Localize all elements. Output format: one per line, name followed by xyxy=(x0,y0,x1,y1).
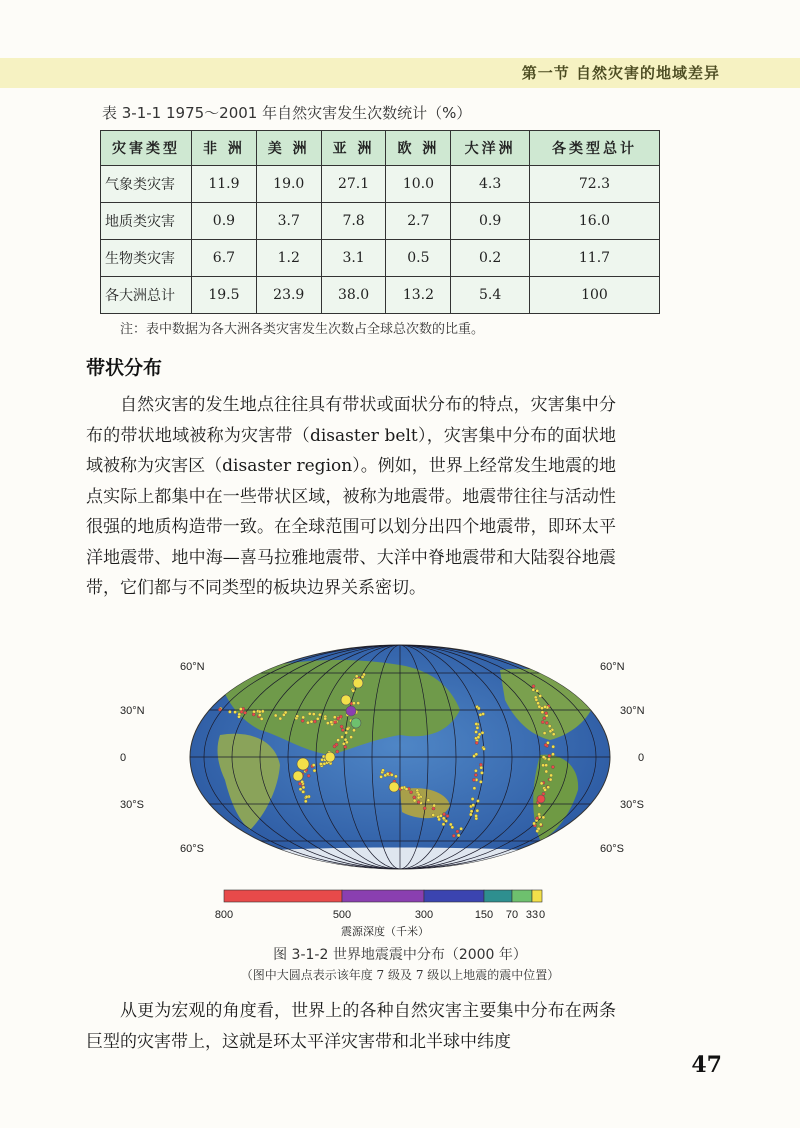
epicenter-dot xyxy=(469,813,472,816)
epicenter-dot xyxy=(542,764,545,767)
section-title: 带状分布 xyxy=(86,357,163,379)
lat-label-equator-right: 0 xyxy=(638,752,645,764)
major-quake-marker xyxy=(325,752,335,762)
epicenter-dot xyxy=(316,717,319,720)
world-earthquake-map xyxy=(100,640,700,880)
column-header: 大洋洲 xyxy=(451,131,530,166)
table-cell: 0.5 xyxy=(386,240,451,277)
epicenter-dot xyxy=(477,736,480,739)
epicenter-dot xyxy=(306,721,309,724)
epicenter-dot xyxy=(337,717,340,720)
lat-label-30s-right: 30°S xyxy=(620,799,644,811)
depth-legend-tick: 0 xyxy=(538,909,546,921)
epicenter-dot xyxy=(532,688,535,691)
row-label: 生物类灾害 xyxy=(101,240,192,277)
epicenter-dot xyxy=(543,732,546,735)
epicenter-dot xyxy=(394,775,397,778)
epicenter-dot xyxy=(312,713,315,716)
epicenter-dot xyxy=(401,786,404,789)
epicenter-dot xyxy=(301,719,304,722)
epicenter-dot xyxy=(386,772,389,775)
major-quake-marker xyxy=(341,695,351,705)
epicenter-dot xyxy=(452,834,455,837)
epicenter-dot xyxy=(542,756,545,759)
depth-legend-ticks xyxy=(215,909,545,921)
depth-legend-swatch xyxy=(532,890,542,902)
epicenter-dot xyxy=(410,791,413,794)
epicenter-dot xyxy=(442,823,445,826)
body-paragraph-continued: 从更为宏观的角度看，世界上的各种自然灾害主要集中分布在两条巨型的灾害带上，这就是环太平洋灾害带和北半球中纬度 xyxy=(86,1001,616,1052)
major-quake-marker xyxy=(353,678,363,688)
depth-legend-tick: 800 xyxy=(214,909,234,921)
epicenter-dot xyxy=(474,773,477,776)
epicenter-dot xyxy=(344,738,347,741)
epicenter-dot xyxy=(345,731,348,734)
figure-caption: 图 3-1-2 世界地震震中分布（2000 年） xyxy=(273,947,527,963)
epicenter-dot xyxy=(361,675,364,678)
epicenter-dot xyxy=(417,801,420,804)
epicenter-dot xyxy=(551,753,554,756)
table-cell: 7.8 xyxy=(321,203,386,240)
table-row xyxy=(101,240,660,277)
epicenter-dot xyxy=(319,762,322,765)
epicenter-dot xyxy=(244,711,247,714)
epicenter-dot xyxy=(228,710,231,713)
epicenter-dot xyxy=(302,790,305,793)
epicenter-dot xyxy=(279,717,282,720)
epicenter-dot xyxy=(355,675,358,678)
epicenter-dot xyxy=(545,712,548,715)
row-label: 气象类灾害 xyxy=(101,166,192,203)
depth-legend xyxy=(210,886,570,942)
epicenter-dot xyxy=(302,716,305,719)
epicenter-dot xyxy=(333,716,336,719)
epicenter-dot xyxy=(252,713,255,716)
disaster-statistics-table xyxy=(100,130,660,314)
epicenter-dot xyxy=(334,721,337,724)
epicenter-dot xyxy=(545,764,548,767)
depth-legend-tick: 300 xyxy=(414,909,434,921)
table-cell: 72.3 xyxy=(529,166,659,203)
depth-legend-swatch xyxy=(342,890,424,902)
epicenter-dot xyxy=(296,715,299,718)
epicenter-dot xyxy=(543,717,546,720)
table-cell: 5.4 xyxy=(451,277,530,314)
table-cell: 23.9 xyxy=(256,277,321,314)
table-cell: 19.5 xyxy=(192,277,257,314)
epicenter-dot xyxy=(545,770,548,773)
table-cell: 16.0 xyxy=(529,203,659,240)
epicenter-dot xyxy=(336,750,339,753)
epicenter-dot xyxy=(475,814,478,817)
table-row xyxy=(101,203,660,240)
epicenter-dot xyxy=(326,722,329,725)
epicenter-dot xyxy=(307,774,310,777)
epicenter-dot xyxy=(449,823,452,826)
table-cell: 0.9 xyxy=(451,203,530,240)
epicenter-dot xyxy=(536,689,539,692)
table-cell: 11.7 xyxy=(529,240,659,277)
epicenter-dot xyxy=(443,813,446,816)
epicenter-dot xyxy=(479,763,482,766)
epicenter-dot xyxy=(476,809,479,812)
epicenter-dot xyxy=(261,710,264,713)
depth-legend-swatch xyxy=(512,890,532,902)
epicenter-dot xyxy=(547,758,550,761)
epicenter-dot xyxy=(218,708,221,711)
column-header: 美 洲 xyxy=(256,131,321,166)
epicenter-dot xyxy=(549,778,552,781)
epicenter-dot xyxy=(548,754,551,757)
epicenter-dot xyxy=(313,720,316,723)
epicenter-dot xyxy=(544,743,547,746)
table-row xyxy=(101,166,660,203)
table-row xyxy=(101,277,660,314)
epicenter-dot xyxy=(438,818,441,821)
epicenter-dot xyxy=(545,721,548,724)
table-cell: 100 xyxy=(529,277,659,314)
epicenter-dot xyxy=(390,773,393,776)
epicenter-dot xyxy=(357,702,360,705)
epicenter-dot xyxy=(480,766,483,769)
epicenter-dot xyxy=(339,715,342,718)
epicenter-dot xyxy=(417,796,420,799)
table-cell: 3.1 xyxy=(321,240,386,277)
epicenter-dot xyxy=(533,822,536,825)
table-cell: 19.0 xyxy=(256,166,321,203)
epicenter-dot xyxy=(308,712,311,715)
epicenter-dot xyxy=(543,705,546,708)
epicenter-dot xyxy=(470,810,473,813)
lat-label-60s-right: 60°S xyxy=(600,843,624,855)
epicenter-dot xyxy=(538,813,541,816)
epicenter-dot xyxy=(541,711,544,714)
depth-legend-swatch xyxy=(424,890,484,902)
epicenter-dot xyxy=(258,710,261,713)
epicenter-dot xyxy=(310,720,313,723)
table-cell: 2.7 xyxy=(386,203,451,240)
epicenter-dot xyxy=(479,713,482,716)
epicenter-dot xyxy=(475,730,478,733)
column-header: 灾害类型 xyxy=(101,131,192,166)
epicenter-dot xyxy=(539,823,542,826)
epicenter-dot xyxy=(274,714,277,717)
epicenter-dot xyxy=(305,795,308,798)
figure-subcaption: （图中大圆点表示该年度 7 级及 7 级以上地震的震中位置） xyxy=(240,968,560,982)
table-cell: 0.2 xyxy=(451,240,530,277)
epicenter-dot xyxy=(456,830,459,833)
table-cell: 1.2 xyxy=(256,240,321,277)
epicenter-dot xyxy=(321,758,324,761)
epicenter-dot xyxy=(457,834,460,837)
epicenter-dot xyxy=(481,731,484,734)
epicenter-dot xyxy=(472,778,475,781)
row-label: 各大洲总计 xyxy=(101,277,192,314)
epicenter-dot xyxy=(239,707,242,710)
epicenter-dot xyxy=(335,743,338,746)
column-header: 亚 洲 xyxy=(321,131,386,166)
table-cell: 10.0 xyxy=(386,166,451,203)
table-caption: 表 3-1-1 1975～2001 年自然灾害发生次数统计（%） xyxy=(102,104,472,122)
epicenter-dot xyxy=(480,771,483,774)
epicenter-dot xyxy=(552,733,555,736)
row-label: 地质类灾害 xyxy=(101,203,192,240)
lat-label-60s: 60°S xyxy=(180,843,204,855)
epicenter-dot xyxy=(301,780,304,783)
major-quake-marker xyxy=(389,782,399,792)
epicenter-dot xyxy=(340,735,343,738)
epicenter-dot xyxy=(475,753,478,756)
epicenter-dot xyxy=(258,714,261,717)
epicenter-dot xyxy=(433,804,436,807)
table-cell: 4.3 xyxy=(451,166,530,203)
epicenter-dot xyxy=(540,707,543,710)
epicenter-dot xyxy=(342,742,345,745)
epicenter-dot xyxy=(299,788,302,791)
epicenter-dot xyxy=(323,762,326,765)
epicenter-dot xyxy=(482,747,485,750)
epicenter-dot xyxy=(474,769,477,772)
epicenter-dot xyxy=(550,774,553,777)
running-header: 第一节 自然灾害的地域差异 xyxy=(521,64,720,82)
table-cell: 11.9 xyxy=(192,166,257,203)
epicenter-dot xyxy=(330,721,333,724)
epicenter-dot xyxy=(479,780,482,783)
depth-legend-swatch xyxy=(484,890,512,902)
epicenter-dot xyxy=(302,786,305,789)
epicenter-dot xyxy=(542,816,545,819)
page-number: 47 xyxy=(691,1052,722,1078)
graticule xyxy=(160,640,640,880)
lat-label-30n-right: 30°N xyxy=(620,705,645,717)
epicenter-dot xyxy=(304,800,307,803)
epicenter-dot xyxy=(476,726,479,729)
epicenter-dot xyxy=(352,729,355,732)
epicenter-dot xyxy=(237,715,240,718)
epicenter-dot xyxy=(337,739,340,742)
depth-legend-tick: 500 xyxy=(332,909,352,921)
epicenter-dot xyxy=(413,796,416,799)
epicenter-dot xyxy=(475,722,478,725)
epicenter-dot xyxy=(544,788,547,791)
epicenter-dot xyxy=(537,702,540,705)
epicenter-dot xyxy=(549,730,552,733)
table-cell: 27.1 xyxy=(321,166,386,203)
epicenter-dot xyxy=(541,721,544,724)
epicenter-dot xyxy=(548,725,551,728)
epicenter-dot xyxy=(284,711,287,714)
table-cell: 3.7 xyxy=(256,203,321,240)
table-cell: 0.9 xyxy=(192,203,257,240)
lat-label-60n: 60°N xyxy=(180,661,205,673)
epicenter-dot xyxy=(380,775,383,778)
depth-legend-bar xyxy=(224,890,542,902)
depth-legend-tick: 70 xyxy=(505,909,519,921)
epicenter-dot xyxy=(475,741,478,744)
epicenter-dot xyxy=(413,799,416,802)
depth-legend-tick: 33 xyxy=(525,909,539,921)
epicenter-dot xyxy=(312,764,315,767)
epicenter-dot xyxy=(260,717,263,720)
lat-label-equator: 0 xyxy=(120,752,127,764)
epicenter-dot xyxy=(473,787,476,790)
lat-label-30n: 30°N xyxy=(120,705,145,717)
epicenter-dot xyxy=(417,793,420,796)
epicenter-dot xyxy=(471,797,474,800)
epicenter-dot xyxy=(346,727,349,730)
epicenter-dot xyxy=(381,769,384,772)
epicenter-dot xyxy=(324,717,327,720)
epicenter-dot xyxy=(538,804,541,807)
epicenter-dot xyxy=(352,702,355,705)
major-quake-marker xyxy=(351,718,361,728)
epicenter-dot xyxy=(477,707,480,710)
epicenter-dot xyxy=(547,786,550,789)
epicenter-dot xyxy=(460,827,463,830)
lat-label-30s: 30°S xyxy=(120,799,144,811)
epicenter-dot xyxy=(535,698,538,701)
epicenter-dot xyxy=(442,817,445,820)
epicenter-dot xyxy=(536,829,539,832)
epicenter-dot xyxy=(234,711,237,714)
epicenter-dot xyxy=(352,689,355,692)
depth-legend-tick: 150 xyxy=(474,909,494,921)
epicenter-dot xyxy=(432,813,435,816)
epicenter-dot xyxy=(552,745,555,748)
epicenter-dot xyxy=(313,769,316,772)
epicenter-dot xyxy=(476,799,479,802)
lat-label-60n-right: 60°N xyxy=(600,661,625,673)
epicenter-dot xyxy=(350,736,353,739)
epicenter-dot xyxy=(540,782,543,785)
epicenter-dot xyxy=(341,728,344,731)
depth-legend-label: 震源深度（千米） xyxy=(341,925,429,938)
depth-legend-swatch xyxy=(224,890,342,902)
column-header: 非 洲 xyxy=(192,131,257,166)
major-quake-marker xyxy=(346,706,356,716)
epicenter-dot xyxy=(472,804,475,807)
table-header-row xyxy=(101,131,660,166)
major-quake-marker xyxy=(297,758,309,770)
epicenter-dot xyxy=(432,807,435,810)
epicenter-dot xyxy=(542,792,545,795)
table-note: 注：表中数据为各大洲各类灾害发生次数占全球总次数的比重。 xyxy=(120,322,485,337)
table-cell: 38.0 xyxy=(321,277,386,314)
epicenter-dot xyxy=(344,745,347,748)
epicenter-dot xyxy=(532,685,535,688)
epicenter-dot xyxy=(446,814,449,817)
table-cell: 6.7 xyxy=(192,240,257,277)
epicenter-dot xyxy=(427,799,430,802)
column-header: 欧 洲 xyxy=(386,131,451,166)
table-cell: 13.2 xyxy=(386,277,451,314)
epicenter-dot xyxy=(405,788,408,791)
column-header: 各类型总计 xyxy=(529,131,659,166)
epicenter-dot xyxy=(340,725,343,728)
epicenter-dot xyxy=(551,765,554,768)
epicenter-dot xyxy=(539,694,542,697)
major-quake-marker xyxy=(293,771,303,781)
epicenter-dot xyxy=(318,713,321,716)
major-quake-marker xyxy=(537,795,545,803)
epicenter-dot xyxy=(536,817,539,820)
landmasses xyxy=(160,640,640,880)
epicenter-dot xyxy=(423,807,426,810)
body-paragraph: 自然灾害的发生地点往往具有带状或面状分布的特点，灾害集中分布的带状地域被称为灾害带（disaster belt），灾害集中分布的面状地域被称为灾害区（disaster region）。例如，世界上经常发生地震的地点实际上都集中在一些带状区域，被称为地震带。地震带往往与活动性很强的地质构造带一致。在全球范围可以划分出四个地震带，即环太平洋地震带、地中海—喜马拉雅地震带、大洋中脊地震带和大陆裂谷地震带，它们都与不同类型的板块边界关系密切。 xyxy=(86,395,616,598)
